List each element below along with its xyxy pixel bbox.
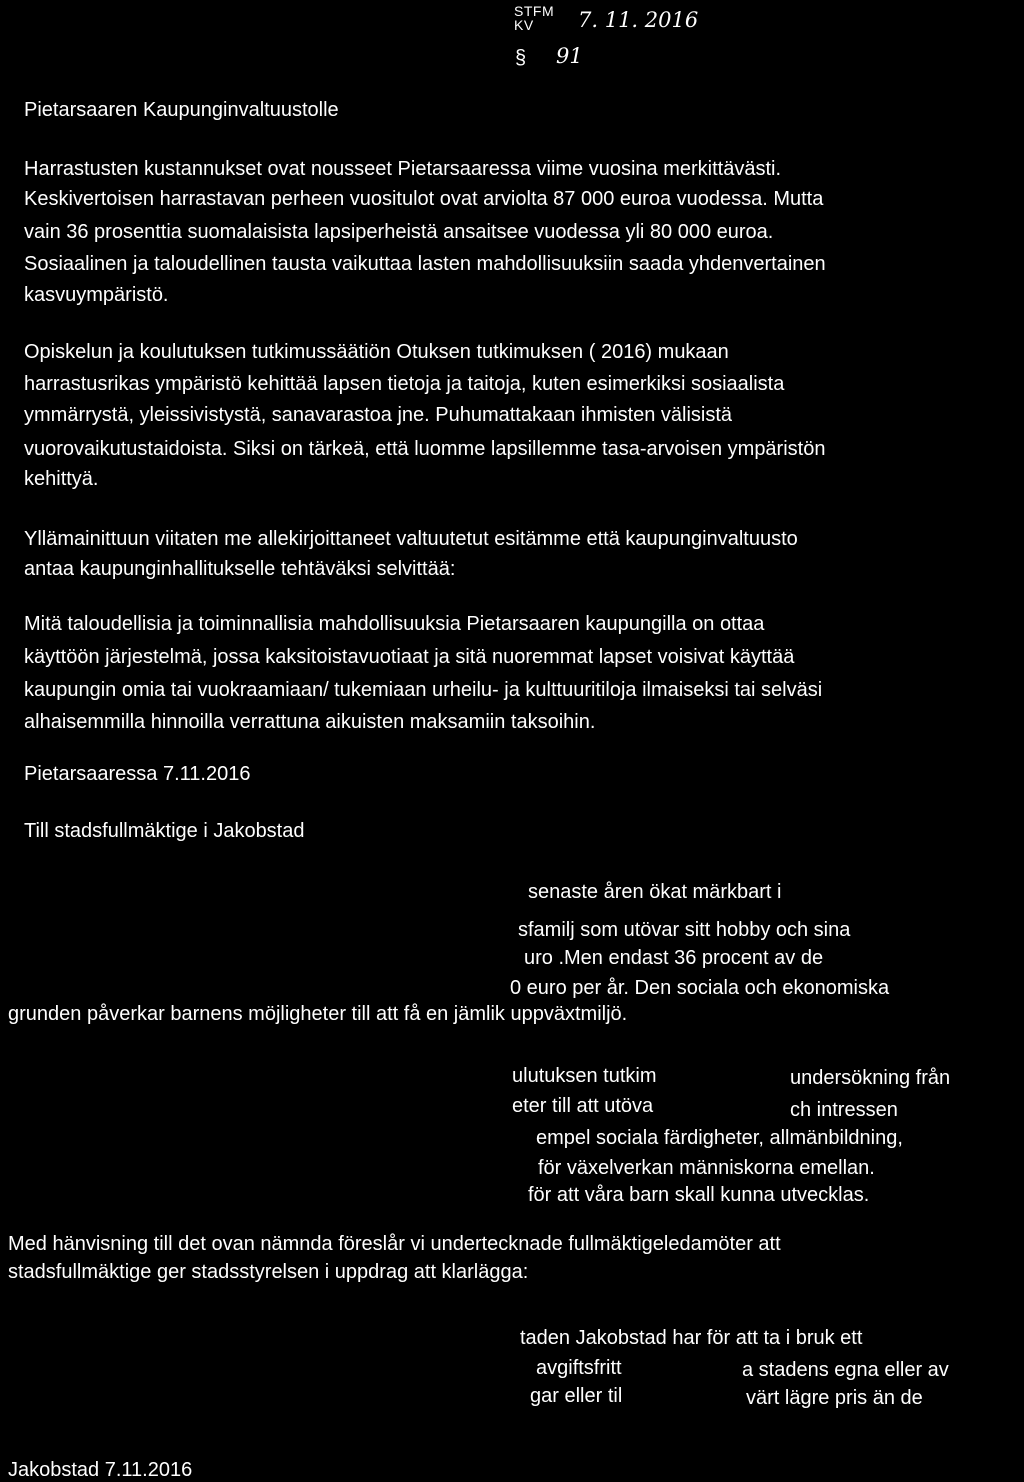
- sv-p2-line: ulutuksen tutkim: [512, 1065, 657, 1087]
- sv-p3-line: stadsfullmäktige ger stadsstyrelsen i uppdrag att klarlägga:: [8, 1261, 529, 1283]
- fi-p1-line: Sosiaalinen ja taloudellinen tausta vaikuttaa lasten mahdollisuuksiin saada yhdenvertainen: [24, 253, 826, 275]
- fi-p1-line: kasvuympäristö.: [24, 284, 169, 306]
- sv-addressee: Till stadsfullmäktige i Jakobstad: [24, 820, 305, 842]
- fi-p4-line: Mitä taloudellisia ja toiminnallisia mahdollisuuksia Pietarsaaren kaupungilla on ottaa: [24, 613, 765, 635]
- sv-p3-line: Med hänvisning till det ovan nämnda föreslår vi undertecknade fullmäktigeledamöter att: [8, 1233, 781, 1255]
- sv-p4-line: värt lägre pris än de: [746, 1387, 923, 1409]
- fi-p4-line: kaupungin omia tai vuokraamiaan/ tukemiaan urheilu- ja kulttuuritiloja ilmaiseksi tai selväsi: [24, 679, 823, 701]
- fi-p2-line: vuorovaikutustaidoista. Siksi on tärkeä, että luomme lapsillemme tasa-arvoisen ympäristön: [24, 438, 826, 460]
- sv-p1-line: senaste åren ökat märkbart i: [528, 881, 782, 903]
- fi-place-date: Pietarsaaressa 7.11.2016: [24, 763, 251, 785]
- sv-place-date: Jakobstad 7.11.2016: [8, 1459, 193, 1481]
- sv-p1-line: uro .Men endast 36 procent av de: [524, 947, 824, 969]
- sv-p2-line: undersökning från: [790, 1067, 951, 1089]
- fi-p2-line: Opiskelun ja koulutuksen tutkimussäätiön Otuksen tutkimuksen ( 2016) mukaan: [24, 341, 729, 363]
- sv-p2-line: ch intressen: [790, 1099, 898, 1121]
- sv-p4-line: a stadens egna eller av: [742, 1359, 949, 1381]
- sv-p2-line: empel sociala färdigheter, allmänbildning,: [536, 1127, 903, 1149]
- sv-p1-line: grunden påverkar barnens möjligheter till att få en jämlik uppväxtmiljö.: [8, 1003, 628, 1025]
- fi-p3-line: antaa kaupunginhallitukselle tehtäväksi selvittää:: [24, 558, 456, 580]
- stamp-body: KV: [514, 17, 534, 33]
- sv-p1-line: 0 euro per år. Den sociala och ekonomiska: [510, 977, 890, 999]
- sv-p2-line: för växelverkan människorna emellan.: [538, 1157, 875, 1179]
- sv-p4-line: gar eller til: [530, 1385, 623, 1407]
- sv-p4-line: avgiftsfritt: [536, 1357, 622, 1379]
- fi-p2-line: ymmärrystä, yleissivistystä, sanavarastoa jne. Puhumattakaan ihmisten välisistä: [24, 404, 733, 426]
- fi-p4-line: alhaisemmilla hinnoilla verrattuna aikuisten maksamiin taksoihin.: [24, 711, 596, 733]
- sv-p2-line: eter till att utöva: [512, 1095, 654, 1117]
- fi-p1-line: Harrastusten kustannukset ovat nousseet Pietarsaaressa viime vuosina merkittävästi.: [24, 158, 782, 180]
- stamp-org: STFM: [514, 3, 555, 19]
- sv-p4-line: taden Jakobstad har för att ta i bruk ett: [520, 1327, 863, 1349]
- handwritten-date: 7. 11. 2016: [578, 8, 699, 32]
- fi-p3-line: Yllämainittuun viitaten me allekirjoittaneet valtuutetut esitämme että kaupunginvaltuusto: [24, 528, 798, 550]
- fi-p1-line: vain 36 prosenttia suomalaisista lapsiperheistä ansaitsee vuodessa yli 80 000 euroa.: [24, 221, 774, 243]
- fi-p2-line: kehittyä.: [24, 468, 99, 490]
- fi-addressee: Pietarsaaren Kaupunginvaltuustolle: [24, 99, 339, 121]
- fi-p4-line: käyttöön järjestelmä, jossa kaksitoistavuotiaat ja sitä nuoremmat lapset voisivat käyttää: [24, 646, 795, 668]
- section-symbol: §: [515, 47, 527, 69]
- sv-p1-line: sfamilj som utövar sitt hobby och sina: [518, 919, 851, 941]
- fi-p1-line: Keskivertoisen harrastavan perheen vuositulot ovat arviolta 87 000 euroa vuodessa. Mutta: [24, 188, 824, 210]
- sv-p2-line: för att våra barn skall kunna utvecklas.: [528, 1184, 870, 1206]
- handwritten-section-number: 91: [556, 44, 583, 68]
- fi-p2-line: harrastusrikas ympäristö kehittää lapsen tietoja ja taitoja, kuten esimerkiksi sosiaalista: [24, 373, 785, 395]
